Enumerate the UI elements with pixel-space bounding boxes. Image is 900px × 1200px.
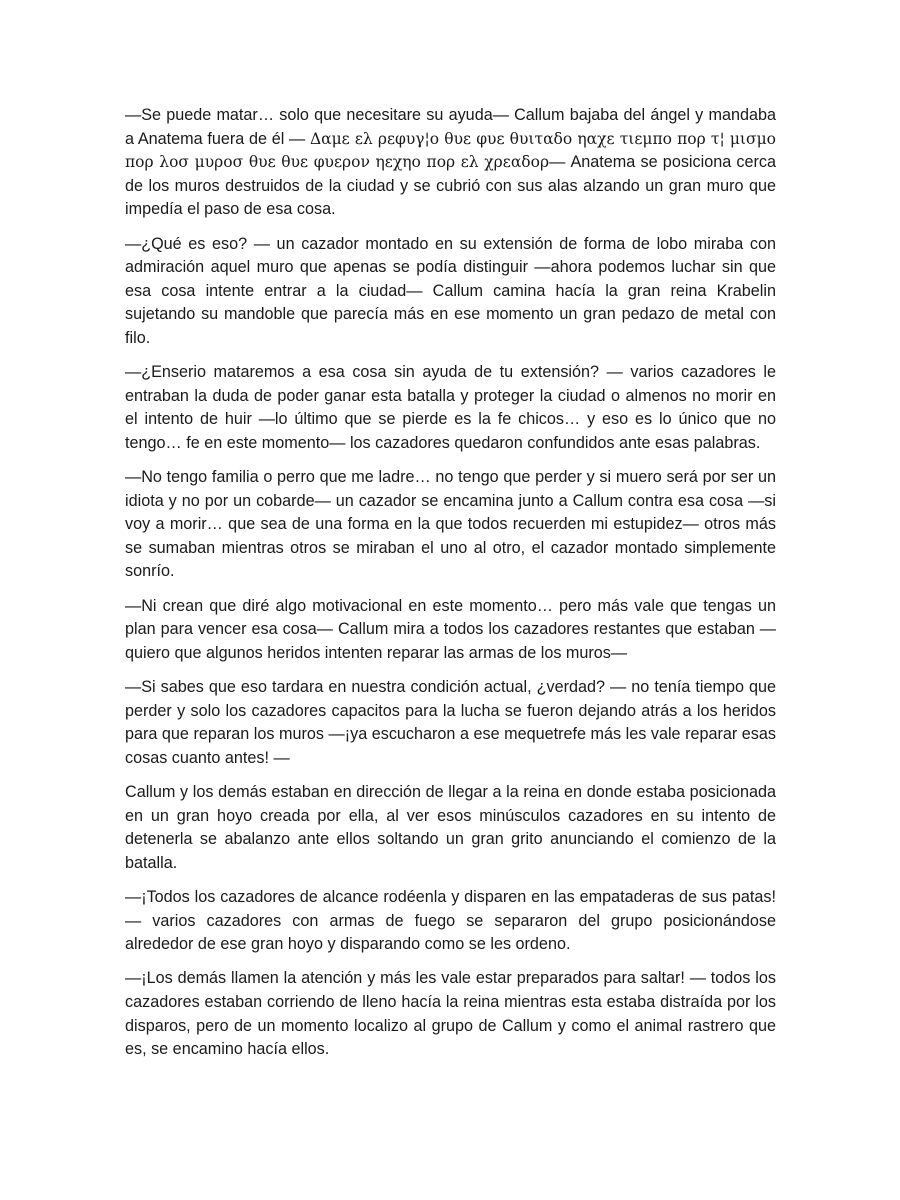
paragraph-5: —Ni crean que diré algo motivacional en este momento… pero más vale que tengas un plan para vencer esa cosa— Callum mira a todos los cazadores restantes que estaban —quiero que algunos heridos intenten reparar las armas de los muros— bbox=[125, 596, 776, 662]
paragraph-2: —¿Qué es eso? — un cazador montado en su extensión de forma de lobo miraba con admiración aquel muro que apenas se podía distinguir —ahora podemos luchar sin que esa cosa intente entrar a la ciudad— Callum camina hacía la gran reina Krabelin sujetando su mandoble que parecía más en ese momento un gran pedazo de metal con filo. bbox=[125, 234, 776, 347]
document-page bbox=[125, 104, 776, 1072]
paragraph-3: —¿Enserio mataremos a esa cosa sin ayuda de tu extensión? — varios cazadores le entraban la duda de poder ganar esta batalla y proteger la ciudad o almenos no morir en el intento de huir —lo último que se pierde es la fe chicos… y eso es lo único que no tengo… fe en este momento— los cazadores quedaron confundidos ante esas palabras. bbox=[125, 363, 776, 452]
paragraph-9: —¡Los demás llamen la atención y más les vale estar preparados para saltar! — todos los cazadores estaban corriendo de lleno hacía la reina mientras esta estaba distraída por los disparos, pero de un momento localizo al grupo de Callum y como el animal rastrero que es, se encamino hacía ellos. bbox=[125, 969, 776, 1059]
paragraph-7: Callum y los demás estaban en dirección de llegar a la reina en donde estaba posicionada en un gran hoyo creada por ella, al ver esos minúsculos cazadores en su intento de detenerla se abalanzo ante ellos soltando un gran grito anunciando el comienzo de la batalla. bbox=[125, 783, 776, 872]
paragraph-1-text-a: —Se puede matar… solo que necesitare su ayuda— Callum bajaba del ángel y mandaba a Anatema fuera de él — bbox=[125, 106, 776, 148]
paragraph-1 bbox=[125, 104, 776, 222]
paragraph-1-text-c: — Anatema se posiciona cerca de los muros destruidos de la ciudad y se cubrió con sus alas alzando un gran muro que impedía el paso de esa cosa. bbox=[125, 153, 777, 219]
paragraph-4: —No tengo familia o perro que me ladre… no tengo que perder y si muero será por ser un idiota y no por un cobarde— un cazador se encamina junto a Callum contra esa cosa —si voy a morir… que sea de una forma en la que todos recuerden mi estupidez— otros más se sumaban mientras otros se miraban el uno al otro, el cazador montado simplemente sonrío. bbox=[125, 468, 776, 581]
paragraph-1-greek-text: Δαμε ελ ρεφυγ¦ο θυε φυε θυιταδο ηαχε τιεμπο πορ τ¦ μισμο πορ λοσ μυροσ θυε θυε φυερον ηεχηο πορ ελ χρεαδορ bbox=[125, 129, 776, 172]
paragraph-6: —Si sabes que eso tardara en nuestra condición actual, ¿verdad? — no tenía tiempo que perder y solo los cazadores capacitos para la lucha se fueron dejando atrás a los heridos para que reparan los muros —¡ya escucharon a ese mequetrefe más les vale reparar esas cosas cuanto antes! — bbox=[125, 678, 776, 767]
paragraph-8: —¡Todos los cazadores de alcance rodéenla y disparen en las empataderas de sus patas! — varios cazadores con armas de fuego se separaron del grupo posicionándose alrededor de ese gran hoyo y disparando como se les ordeno. bbox=[125, 887, 776, 954]
